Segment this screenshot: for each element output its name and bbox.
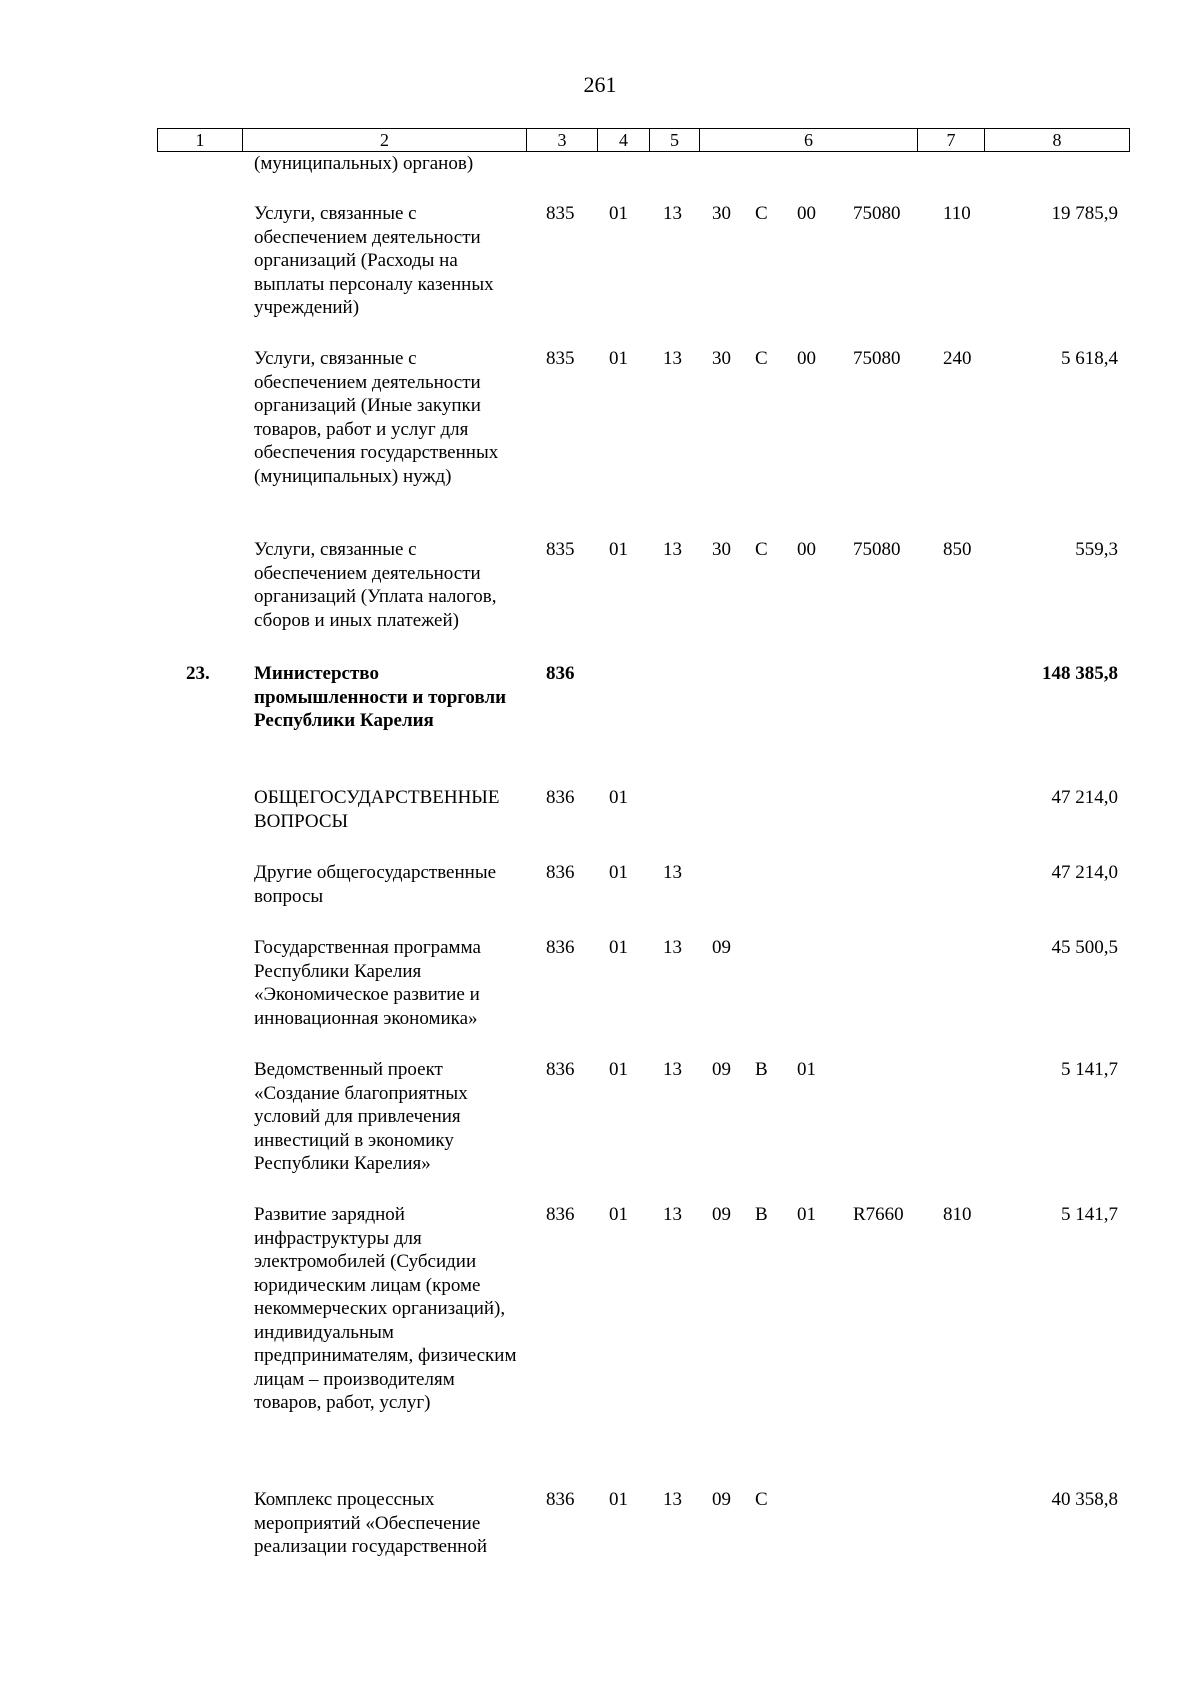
col-6-letter: С	[755, 1489, 768, 1510]
col-3-value: 836	[546, 787, 575, 808]
col-3-value: 836	[546, 862, 575, 883]
col-3-value: 836	[546, 1489, 575, 1510]
col-6-program: 30	[712, 348, 731, 369]
col-8-amount: 45 500,5	[1051, 937, 1118, 958]
col-4-value: 01	[609, 1059, 628, 1080]
col-5-value: 13	[663, 1489, 682, 1510]
col-6-sub: 00	[797, 348, 816, 369]
col-7-value: 810	[943, 1204, 972, 1225]
col-3-value: 836	[546, 1204, 575, 1225]
col-6-code: 75080	[853, 348, 901, 369]
col-8-amount: 148 385,8	[1042, 663, 1118, 684]
col-5-value: 13	[663, 937, 682, 958]
col-6-program: 09	[712, 1204, 731, 1225]
col-6-sub: 00	[797, 203, 816, 224]
col-3-value: 836	[546, 663, 575, 684]
row-name: Министерство промышленности и торговли Республики Карелия	[254, 663, 507, 731]
col-6-code: 75080	[853, 203, 901, 224]
row-name: Государственная программа Республики Карелия «Экономическое развитие и инновационная экономика»	[254, 937, 481, 1029]
col-6-letter: С	[755, 348, 768, 369]
col-8-amount: 5 141,7	[1061, 1204, 1118, 1225]
col-8-amount: 47 214,0	[1051, 862, 1118, 883]
col-8-amount: 47 214,0	[1051, 787, 1118, 808]
header-col-7: 7	[917, 129, 984, 151]
col-6-letter: В	[755, 1204, 768, 1225]
col-6-code: R7660	[853, 1204, 904, 1225]
row-name: Ведомственный проект «Создание благоприятных условий для привлечения инвестиций в экономику Республики Карелия»	[254, 1059, 468, 1174]
col-6-program: 30	[712, 203, 731, 224]
col-4-value: 01	[609, 1489, 628, 1510]
col-7-value: 110	[943, 203, 971, 224]
col-6-code: 75080	[853, 539, 901, 560]
col-5-value: 13	[663, 203, 682, 224]
col-3-value: 836	[546, 937, 575, 958]
col-4-value: 01	[609, 1204, 628, 1225]
col-7-value: 850	[943, 539, 972, 560]
col-4-value: 01	[609, 862, 628, 883]
header-col-3: 3	[526, 129, 597, 151]
col-6-sub: 01	[797, 1059, 816, 1080]
col-4-value: 01	[609, 539, 628, 560]
row-name: ОБЩЕГОСУДАРСТВЕННЫЕ ВОПРОСЫ	[254, 787, 500, 832]
col-6-program: 09	[712, 937, 731, 958]
col-3-value: 835	[546, 539, 575, 560]
col-4-value: 01	[609, 203, 628, 224]
row-name: Комплекс процессных мероприятий «Обеспечение реализации государственной	[254, 1489, 488, 1557]
col-3-value: 835	[546, 203, 575, 224]
row-number: 23.	[186, 663, 210, 684]
header-col-5: 5	[649, 129, 699, 151]
col-5-value: 13	[663, 539, 682, 560]
col-3-value: 836	[546, 1059, 575, 1080]
row-name: Услуги, связанные с обеспечением деятельности организаций (Уплата налогов, сборов и иных платежей)	[254, 539, 497, 631]
row-name: Услуги, связанные с обеспечением деятельности организаций (Расходы на выплаты персоналу казенных учреждений)	[254, 203, 494, 318]
col-3-value: 835	[546, 348, 575, 369]
page-number: 261	[583, 72, 617, 97]
col-5-value: 13	[663, 348, 682, 369]
header-col-6: 6	[699, 129, 917, 151]
col-4-value: 01	[609, 787, 628, 808]
col-8-amount: 19 785,9	[1051, 203, 1118, 224]
col-6-sub: 00	[797, 539, 816, 560]
row-name: (муниципальных) органов)	[254, 153, 474, 174]
col-5-value: 13	[663, 1059, 682, 1080]
header-col-8: 8	[984, 129, 1129, 151]
col-6-program: 09	[712, 1489, 731, 1510]
row-name: Развитие зарядной инфраструктуры для электромобилей (Субсидии юридическим лицам (кроме некоммерческих организаций), индивидуальным предпринимателям, физическим лицам – производителям товаров, работ, услуг)	[254, 1204, 517, 1413]
col-4-value: 01	[609, 348, 628, 369]
col-8-amount: 559,3	[1075, 539, 1118, 560]
header-col-2: 2	[242, 129, 526, 151]
col-8-amount: 5 618,4	[1061, 348, 1118, 369]
col-8-amount: 40 358,8	[1051, 1489, 1118, 1510]
col-5-value: 13	[663, 862, 682, 883]
row-name: Услуги, связанные с обеспечением деятельности организаций (Иные закупки товаров, работ и услуг для обеспечения государственных (муниципальных) нужд)	[254, 348, 499, 487]
col-6-program: 09	[712, 1059, 731, 1080]
col-6-letter: С	[755, 203, 768, 224]
col-6-letter: С	[755, 539, 768, 560]
col-5-value: 13	[663, 1204, 682, 1225]
col-6-program: 30	[712, 539, 731, 560]
col-8-amount: 5 141,7	[1061, 1059, 1118, 1080]
col-6-letter: В	[755, 1059, 768, 1080]
col-4-value: 01	[609, 937, 628, 958]
header-col-4: 4	[597, 129, 649, 151]
row-name: Другие общегосударственные вопросы	[254, 862, 497, 907]
table-header	[157, 128, 1130, 152]
header-col-1: 1	[195, 130, 205, 150]
col-7-value: 240	[943, 348, 972, 369]
col-6-sub: 01	[797, 1204, 816, 1225]
